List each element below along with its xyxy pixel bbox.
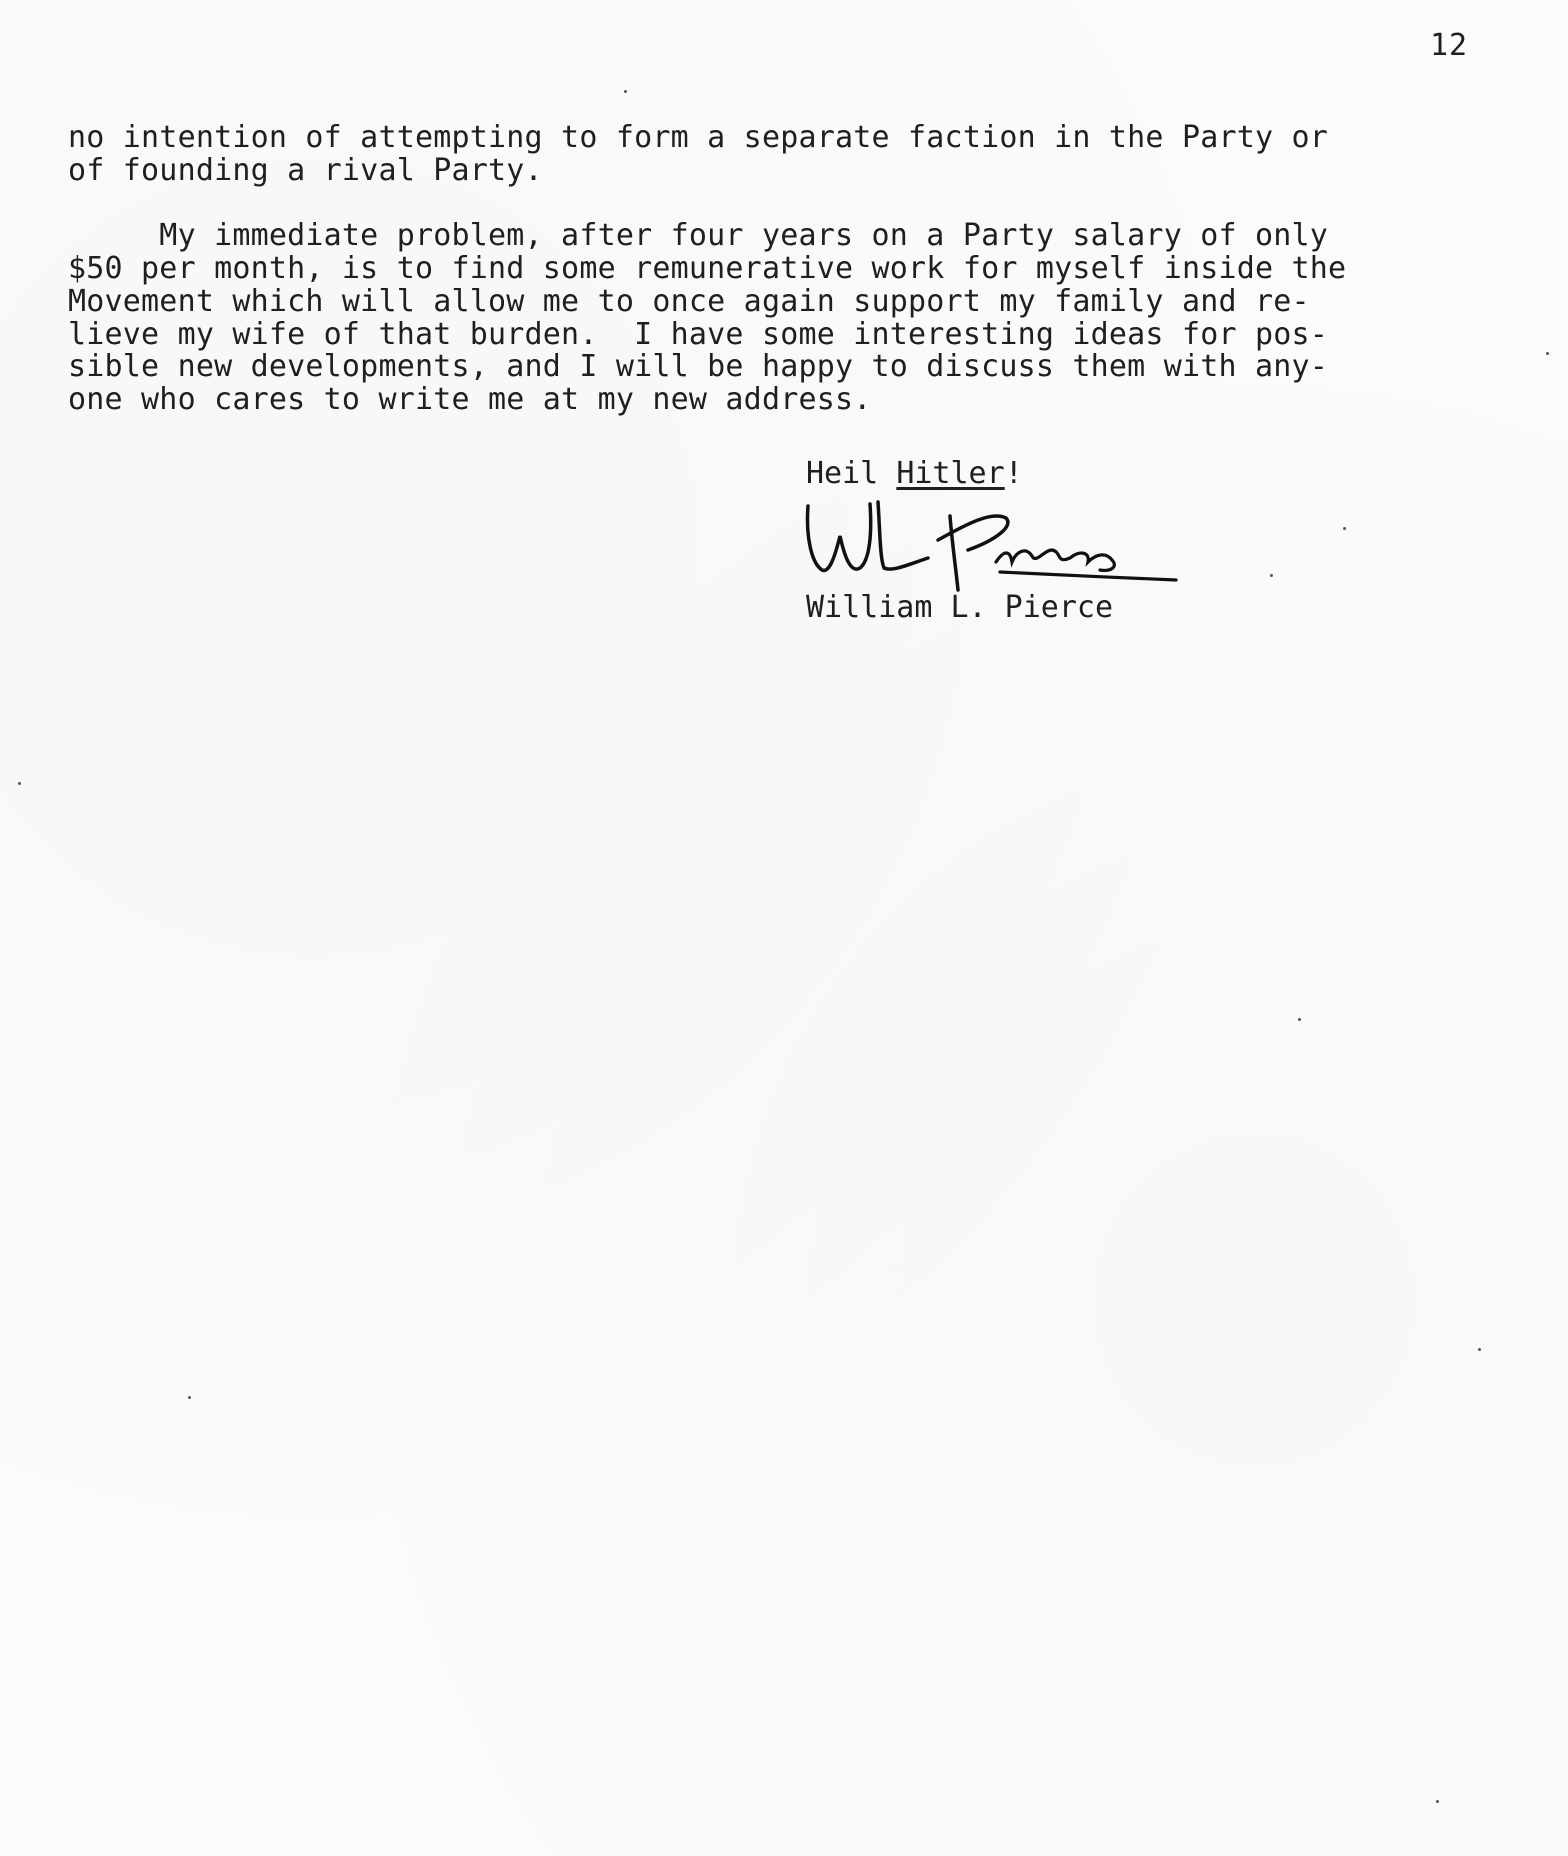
text-line: Movement which will allow me to once again support my family and re- bbox=[68, 283, 1310, 319]
text-line: no intention of attempting to form a separate faction in the Party or bbox=[68, 120, 1329, 155]
salutation-underlined: Hitler bbox=[896, 456, 1005, 491]
paper-speck bbox=[1298, 1018, 1301, 1021]
paragraph-gap bbox=[68, 187, 1488, 220]
text-line: of founding a rival Party. bbox=[68, 152, 543, 188]
text-line: $50 per month, is to find some remunerative work for myself inside the bbox=[68, 251, 1347, 287]
typed-name: William L. Pierce bbox=[806, 590, 1114, 625]
salutation-end: ! bbox=[1004, 456, 1023, 491]
salutation-part: Heil bbox=[806, 456, 897, 491]
page-number: 12 bbox=[1430, 28, 1469, 63]
paper-speck bbox=[18, 782, 21, 785]
text-line: My immediate problem, after four years on a Party salary of only bbox=[68, 218, 1329, 254]
text-line: sible new developments, and I will be happy to discuss them with any- bbox=[68, 349, 1329, 385]
paper-speck bbox=[1436, 1800, 1439, 1803]
paper-speck bbox=[1478, 1348, 1481, 1351]
handwritten-signature bbox=[800, 492, 1180, 592]
paper-speck bbox=[1343, 527, 1346, 530]
paper-speck bbox=[188, 1396, 191, 1399]
closing-salutation bbox=[806, 456, 1023, 491]
paper-speck bbox=[624, 90, 627, 93]
paper-speck bbox=[1270, 574, 1273, 577]
letter-body bbox=[68, 122, 1488, 417]
text-line: lieve my wife of that burden. I have some interesting ideas for pos- bbox=[68, 316, 1329, 352]
paper-speck bbox=[1546, 352, 1549, 355]
text-line: one who cares to write me at my new address. bbox=[68, 381, 872, 417]
